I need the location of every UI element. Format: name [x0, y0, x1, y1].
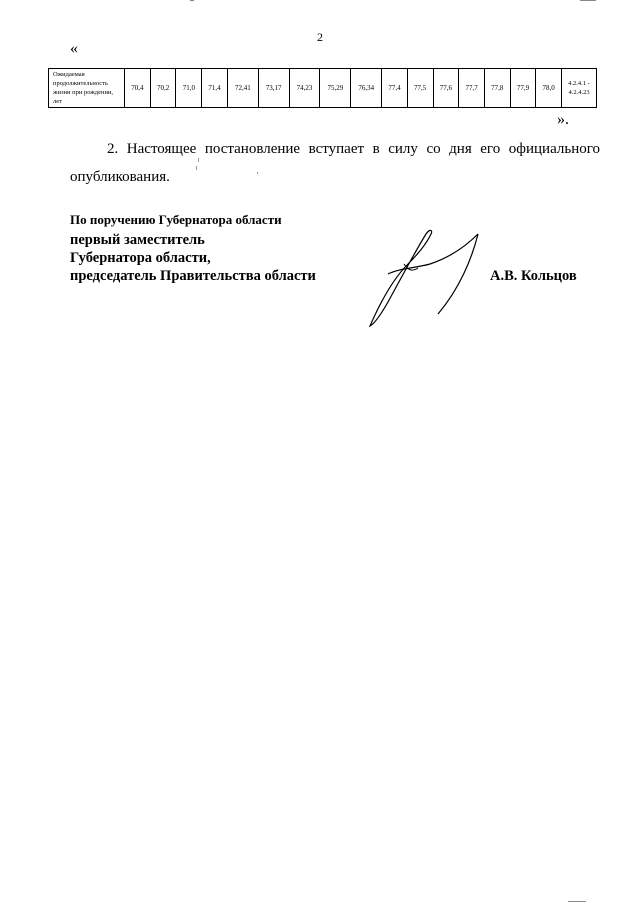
scan-artifact [198, 158, 199, 162]
scan-artifact [568, 901, 586, 902]
basis-reference-cell: 4.2.4.1 - 4.2.4.23 [562, 69, 597, 108]
value-cell: 73,17 [258, 69, 289, 108]
value-cell: 70,2 [150, 69, 176, 108]
opening-quote-mark: « [70, 40, 78, 57]
scan-artifact [190, 0, 194, 1]
scan-artifact [196, 166, 197, 170]
value-cell: 72,41 [227, 69, 258, 108]
signature-authority-line: По поручению Губернатора области [70, 212, 282, 227]
value-cell: 77,6 [433, 69, 459, 108]
value-cell: 77,8 [484, 69, 510, 108]
value-cell: 77,9 [510, 69, 536, 108]
value-cell: 78,0 [536, 69, 562, 108]
page-number: 2 [317, 30, 323, 44]
value-cell: 70,4 [125, 69, 151, 108]
signer-position-line: Губернатора области, [70, 250, 211, 266]
resolution-paragraph: 2. Настоящее постановление вступает в силу со дня его официального опубликования. [70, 141, 600, 185]
indicator-table [48, 68, 597, 108]
indicator-name-cell: Ожидаемая продолжительность жизни при рождении, лет [49, 69, 125, 108]
value-cell: 74,23 [289, 69, 320, 108]
value-cell: 71,4 [202, 69, 228, 108]
scan-artifact [257, 172, 258, 174]
value-cell: 77,4 [382, 69, 408, 108]
signer-position-line: первый заместитель [70, 232, 205, 248]
closing-quote-mark: ». [557, 111, 569, 128]
table-row [49, 69, 597, 108]
scan-artifact [580, 0, 596, 1]
handwritten-signature [360, 228, 490, 328]
signer-name: А.В. Кольцов [490, 268, 577, 284]
value-cell: 71,0 [176, 69, 202, 108]
signer-position-line: председатель Правительства области [70, 268, 316, 284]
value-cell: 77,7 [459, 69, 485, 108]
value-cell: 77,5 [407, 69, 433, 108]
value-cell: 76,34 [351, 69, 382, 108]
value-cell: 75,29 [320, 69, 351, 108]
